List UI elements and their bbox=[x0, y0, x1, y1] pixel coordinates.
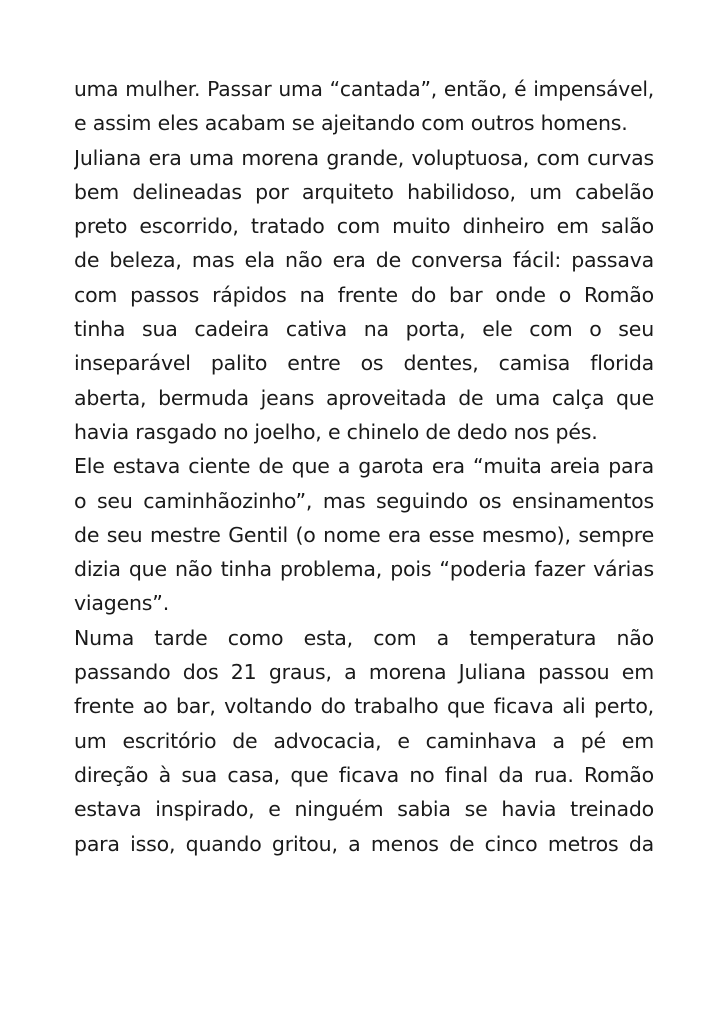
text-line: de seu mestre Gentil (o nome era esse mesmo), sempre bbox=[74, 522, 654, 547]
text-line: frente ao bar, voltando do trabalho que ficava ali perto, bbox=[74, 694, 654, 719]
text-line: dizia que não tinha problema, pois “poderia fazer várias bbox=[74, 557, 654, 582]
text-line: estava inspirado, e ninguém sabia se havia treinado bbox=[74, 797, 654, 822]
text-line: para isso, quando gritou, a menos de cinco metros da bbox=[74, 831, 654, 856]
text-line: de beleza, mas ela não era de conversa fácil: passava bbox=[74, 248, 654, 273]
text-line: Juliana era uma morena grande, voluptuosa, com curvas bbox=[74, 145, 654, 170]
text-line: viagens”. bbox=[74, 591, 170, 616]
text-line: Ele estava ciente de que a garota era “muita areia para bbox=[74, 454, 654, 479]
text-line: aberta, bermuda jeans aproveitada de uma calça que bbox=[74, 385, 654, 410]
text-line: inseparável palito entre os dentes, camisa florida bbox=[74, 351, 654, 376]
text-line: Numa tarde como esta, com a temperatura não bbox=[74, 625, 654, 650]
text-line: bem delineadas por arquiteto habilidoso, um cabelão bbox=[74, 179, 654, 204]
text-line: direção à sua casa, que ficava no final da rua. Romão bbox=[74, 762, 654, 787]
text-line: com passos rápidos na frente do bar onde o Romão bbox=[74, 282, 654, 307]
text-line: tinha sua cadeira cativa na porta, ele com o seu bbox=[74, 317, 654, 342]
text-line: preto escorrido, tratado com muito dinheiro em salão bbox=[74, 214, 654, 239]
body-text bbox=[74, 72, 654, 861]
text-line: e assim eles acabam se ajeitando com outros homens. bbox=[74, 111, 628, 136]
text-line: havia rasgado no joelho, e chinelo de dedo nos pés. bbox=[74, 419, 598, 444]
text-line: uma mulher. Passar uma “cantada”, então, é impensável, bbox=[74, 77, 654, 101]
text-line: passando dos 21 graus, a morena Juliana passou em bbox=[74, 660, 654, 685]
text-line: o seu caminhãozinho”, mas seguindo os ensinamentos bbox=[74, 488, 654, 513]
text-line: um escritório de advocacia, e caminhava a pé em bbox=[74, 728, 654, 753]
